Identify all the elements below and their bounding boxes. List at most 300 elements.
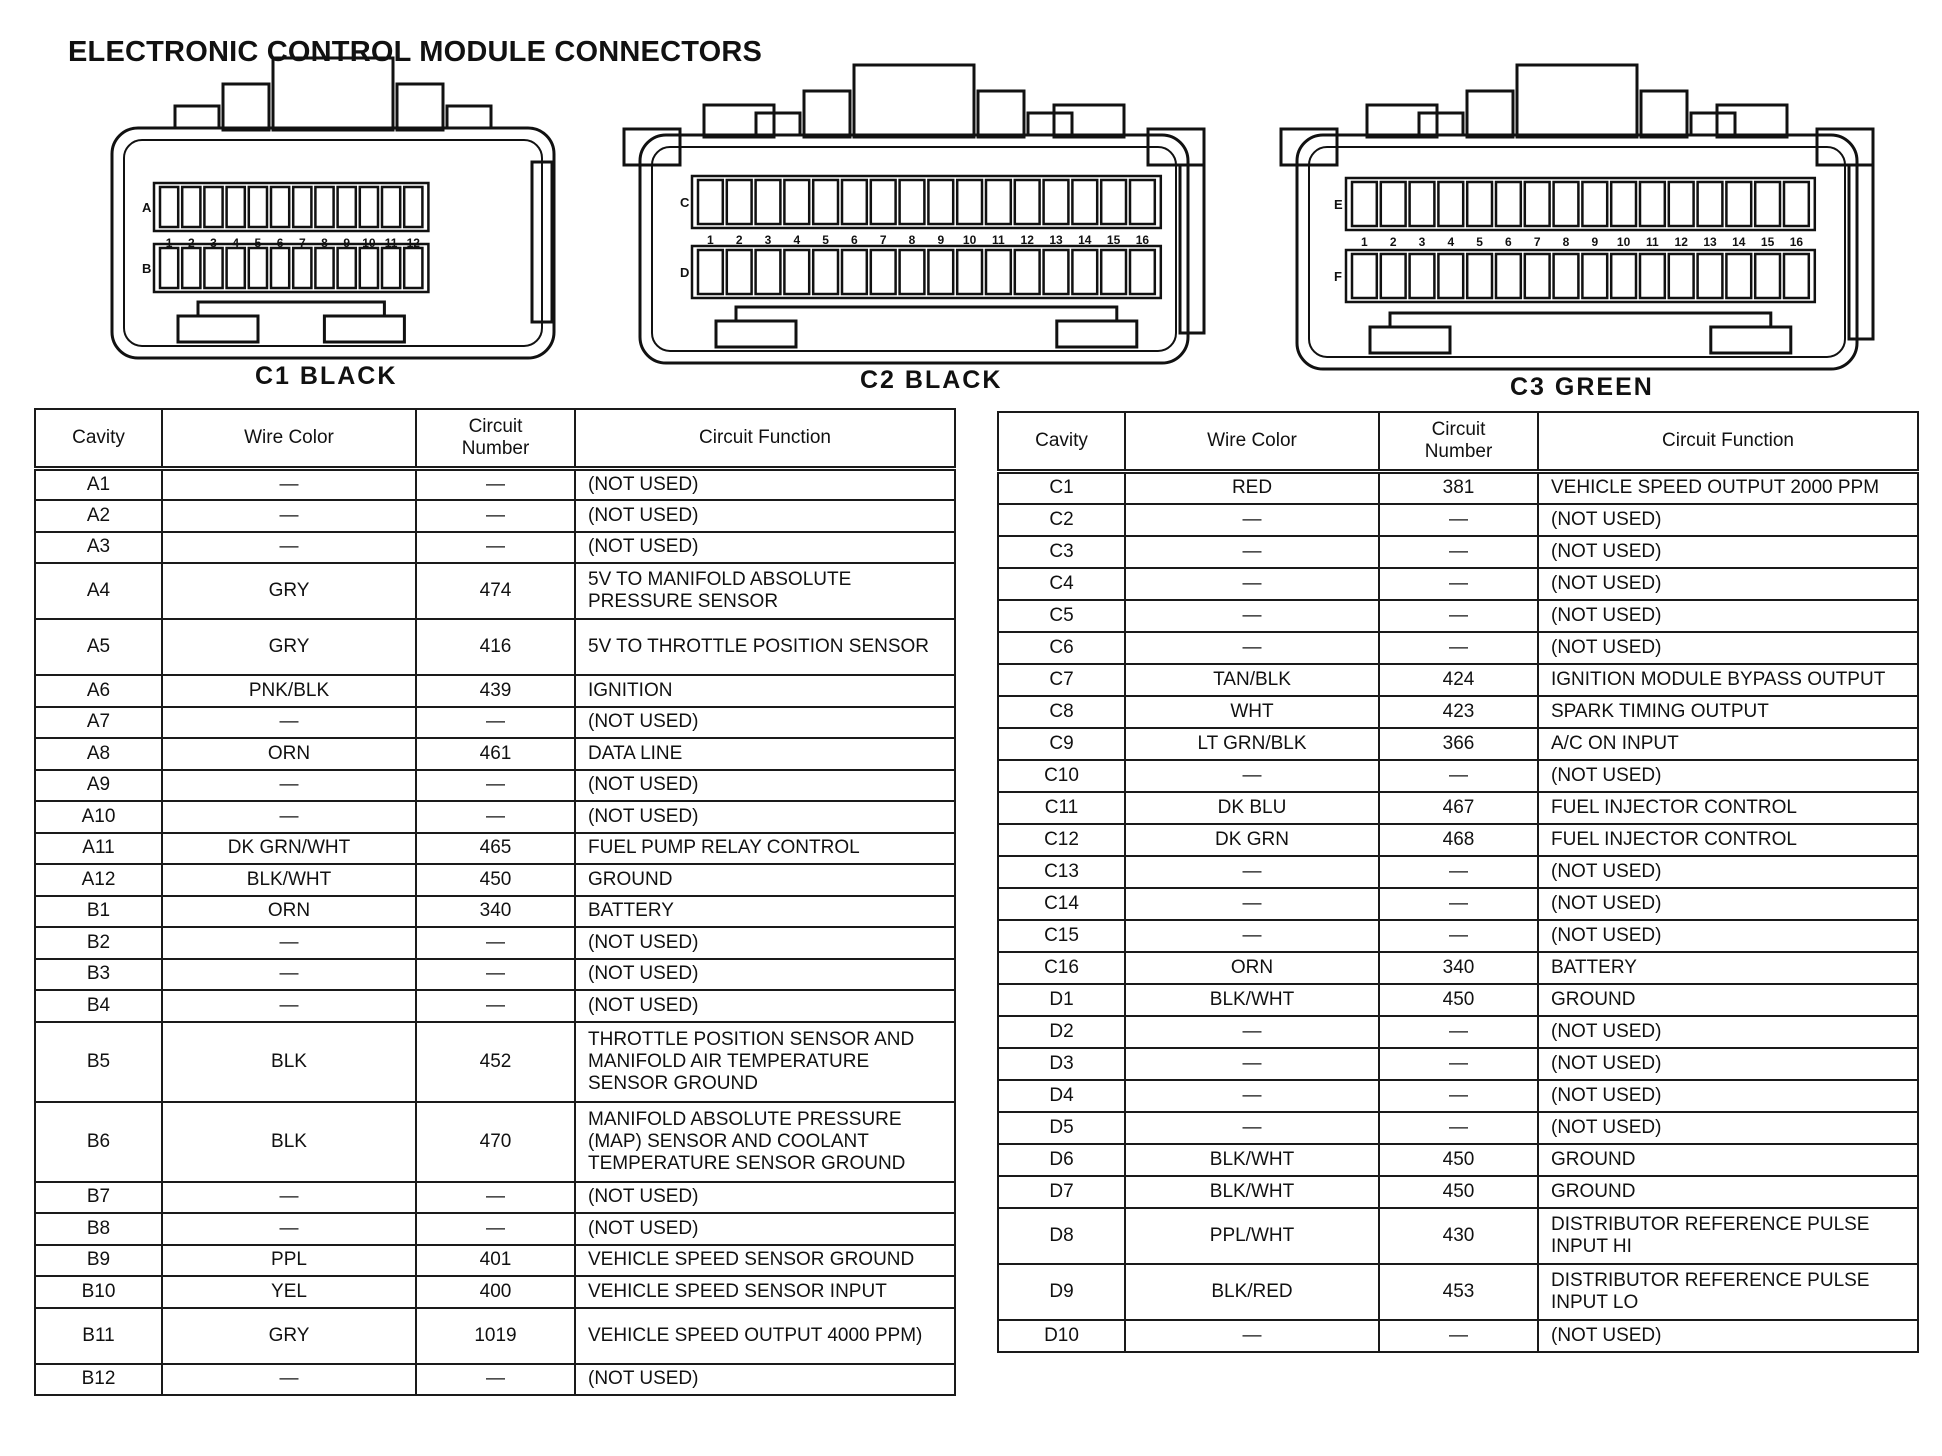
connector-c2 xyxy=(624,65,1204,363)
pin-cavity xyxy=(1554,254,1579,298)
cavity-cell: C9 xyxy=(998,728,1125,760)
row-letter: E xyxy=(1334,197,1343,212)
latch-teeth-right xyxy=(1691,113,1735,135)
cavity-cell: B6 xyxy=(35,1102,162,1182)
circuit-function-cell: GROUND xyxy=(1538,1176,1918,1208)
table-row xyxy=(35,896,955,928)
cavity-cell: D7 xyxy=(998,1176,1125,1208)
wire-color-cell: — xyxy=(1125,1048,1379,1080)
table-row xyxy=(998,472,1918,504)
pin-cavity xyxy=(871,180,896,224)
wire-color-cell: ORN xyxy=(1125,952,1379,984)
circuit-number-cell: 340 xyxy=(1379,952,1538,984)
circuit-function-cell: THROTTLE POSITION SENSOR AND MANIFOLD AIR TEMPERATURE SENSOR GROUND xyxy=(575,1022,955,1102)
circuit-number-cell: — xyxy=(1379,1016,1538,1048)
wire-color-cell: TAN/BLK xyxy=(1125,664,1379,696)
left-table-header xyxy=(35,409,955,469)
circuit-number-cell: — xyxy=(416,1213,575,1245)
pin-cavity xyxy=(1611,254,1636,298)
cavity-cell: B8 xyxy=(35,1213,162,1245)
pin-cavity xyxy=(182,248,200,288)
wire-color-cell: — xyxy=(1125,600,1379,632)
cavity-cell: A5 xyxy=(35,619,162,675)
circuit-number-cell: — xyxy=(416,770,575,802)
pin-number: 5 xyxy=(822,233,829,247)
pin-cavity xyxy=(1698,254,1723,298)
pin-cavity xyxy=(160,248,178,288)
pin-cavity xyxy=(1467,182,1492,226)
connector-c3-label: C3 GREEN xyxy=(1510,373,1654,401)
pin-cavity xyxy=(271,187,289,227)
table-row xyxy=(998,1320,1918,1352)
circuit-function-cell: MANIFOLD ABSOLUTE PRESSURE (MAP) SENSOR AND COOLANT TEMPERATURE SENSOR GROUND xyxy=(575,1102,955,1182)
wire-color-cell: WHT xyxy=(1125,696,1379,728)
pin-cavity xyxy=(360,187,378,227)
wire-color-cell: PPL/WHT xyxy=(1125,1208,1379,1264)
pin-number: 2 xyxy=(735,233,743,247)
circuit-number-cell: — xyxy=(416,707,575,739)
circuit-function-cell: SPARK TIMING OUTPUT xyxy=(1538,696,1918,728)
wire-color-cell: — xyxy=(1125,760,1379,792)
circuit-number-cell: — xyxy=(1379,632,1538,664)
header-circuit-number: Circuit Number xyxy=(1379,412,1538,472)
cavity-cell: C1 xyxy=(998,472,1125,504)
pin-cavity xyxy=(1669,254,1694,298)
header-cavity: Cavity xyxy=(35,409,162,469)
pin-number: 9 xyxy=(1591,235,1599,249)
circuit-function-cell: VEHICLE SPEED SENSOR INPUT xyxy=(575,1276,955,1308)
pin-cavity xyxy=(727,180,752,224)
pin-cavity xyxy=(1101,180,1126,224)
circuit-number-cell: — xyxy=(1379,536,1538,568)
table-row xyxy=(998,760,1918,792)
circuit-function-cell: FUEL INJECTOR CONTROL xyxy=(1538,792,1918,824)
pin-row-frame xyxy=(1346,250,1815,302)
pin-number: 3 xyxy=(1418,235,1426,249)
row-letter: B xyxy=(142,261,152,276)
pin-cavity xyxy=(1467,254,1492,298)
pin-cavity xyxy=(382,248,400,288)
wire-color-cell: — xyxy=(1125,1320,1379,1352)
table-row xyxy=(35,1245,955,1277)
pin-number: 14 xyxy=(1078,233,1092,247)
circuit-function-cell: (NOT USED) xyxy=(1538,888,1918,920)
row-letter: A xyxy=(142,200,152,215)
pin-cavity xyxy=(871,250,896,294)
table-row xyxy=(998,1048,1918,1080)
circuit-number-cell: — xyxy=(416,532,575,564)
pin-number: 6 xyxy=(851,233,858,247)
pin-number: 1 xyxy=(165,236,173,250)
wire-color-cell: — xyxy=(162,990,416,1022)
pin-row-frame xyxy=(154,244,428,292)
pin-cavity xyxy=(182,187,200,227)
wire-color-cell: — xyxy=(1125,504,1379,536)
cavity-cell: C5 xyxy=(998,600,1125,632)
circuit-function-cell: (NOT USED) xyxy=(575,532,955,564)
pin-cavity xyxy=(249,187,267,227)
cavity-cell: C4 xyxy=(998,568,1125,600)
pin-cavity xyxy=(1669,182,1694,226)
table-row xyxy=(998,600,1918,632)
pin-number: 14 xyxy=(1732,235,1746,249)
pin-cavity xyxy=(382,187,400,227)
bottom-clip-left xyxy=(716,321,796,347)
pin-cavity xyxy=(360,248,378,288)
table-row xyxy=(998,1016,1918,1048)
pin-cavity xyxy=(986,180,1011,224)
pin-cavity xyxy=(842,180,867,224)
wire-color-cell: GRY xyxy=(162,563,416,619)
table-row xyxy=(998,1176,1918,1208)
circuit-number-cell: 340 xyxy=(416,896,575,928)
cavity-cell: B11 xyxy=(35,1308,162,1364)
side-rail xyxy=(1180,165,1204,333)
pin-number: 8 xyxy=(908,233,916,247)
pin-cavity xyxy=(1101,250,1126,294)
top-tab-left xyxy=(1367,105,1437,137)
cavity-cell: D8 xyxy=(998,1208,1125,1264)
latch-teeth-left xyxy=(756,113,800,135)
pin-cavity xyxy=(900,250,925,294)
wire-color-cell: — xyxy=(1125,1016,1379,1048)
latch-left xyxy=(804,91,850,137)
wire-color-cell: — xyxy=(1125,568,1379,600)
cavity-cell: B3 xyxy=(35,959,162,991)
circuit-number-cell: — xyxy=(1379,1112,1538,1144)
pin-number: 10 xyxy=(1616,235,1631,249)
wire-color-cell: — xyxy=(162,959,416,991)
wire-color-cell: — xyxy=(1125,632,1379,664)
header-cavity: Cavity xyxy=(998,412,1125,472)
pin-cavity xyxy=(1072,180,1097,224)
pin-number: 11 xyxy=(1646,235,1659,249)
wire-color-cell: PPL xyxy=(162,1245,416,1277)
wire-color-cell: PNK/BLK xyxy=(162,675,416,707)
cavity-cell: C13 xyxy=(998,856,1125,888)
pin-number: 12 xyxy=(1020,233,1034,247)
circuit-number-cell: — xyxy=(1379,888,1538,920)
bottom-clip-right xyxy=(1057,321,1137,347)
connector-c1-label: C1 BLACK xyxy=(255,362,398,390)
circuit-function-cell: 5V TO THROTTLE POSITION SENSOR xyxy=(575,619,955,675)
pin-number: 12 xyxy=(1674,235,1688,249)
circuit-number-cell: — xyxy=(416,500,575,532)
page-title: ELECTRONIC CONTROL MODULE CONNECTORS xyxy=(68,36,763,68)
circuit-number-cell: — xyxy=(1379,1080,1538,1112)
circuit-function-cell: IGNITION MODULE BYPASS OUTPUT xyxy=(1538,664,1918,696)
circuit-function-cell: GROUND xyxy=(575,864,955,896)
cavity-cell: A1 xyxy=(35,469,162,501)
circuit-number-cell: 452 xyxy=(416,1022,575,1102)
pin-number: 6 xyxy=(276,236,284,250)
pin-number: 8 xyxy=(321,236,328,250)
circuit-number-cell: 416 xyxy=(416,619,575,675)
circuit-number-cell: 439 xyxy=(416,675,575,707)
pin-number: 15 xyxy=(1760,235,1775,249)
pin-cavity xyxy=(928,250,953,294)
circuit-function-cell: VEHICLE SPEED SENSOR GROUND xyxy=(575,1245,955,1277)
pin-cavity xyxy=(756,180,781,224)
pin-cavity xyxy=(1381,182,1406,226)
cavity-cell: A10 xyxy=(35,801,162,833)
wire-color-cell: — xyxy=(162,1182,416,1214)
circuit-function-cell: (NOT USED) xyxy=(1538,568,1918,600)
cavity-cell: D2 xyxy=(998,1016,1125,1048)
pin-number: 3 xyxy=(764,233,772,247)
table-row xyxy=(35,1276,955,1308)
pin-cavity xyxy=(315,187,333,227)
circuit-function-cell: (NOT USED) xyxy=(575,707,955,739)
circuit-function-cell: (NOT USED) xyxy=(575,927,955,959)
wire-color-cell: — xyxy=(162,1213,416,1245)
circuit-number-cell: 424 xyxy=(1379,664,1538,696)
table-row xyxy=(35,1182,955,1214)
cavity-cell: C14 xyxy=(998,888,1125,920)
pin-number: 7 xyxy=(879,233,887,247)
circuit-function-cell: (NOT USED) xyxy=(575,1364,955,1396)
pin-cavity xyxy=(293,187,311,227)
pin-number: 13 xyxy=(1049,233,1063,247)
cavity-cell: B1 xyxy=(35,896,162,928)
table-row xyxy=(35,864,955,896)
circuit-function-cell: (NOT USED) xyxy=(575,469,955,501)
circuit-number-cell: — xyxy=(1379,856,1538,888)
wire-color-cell: GRY xyxy=(162,1308,416,1364)
pin-cavity xyxy=(160,187,178,227)
wire-color-cell: — xyxy=(162,532,416,564)
latch-teeth-right xyxy=(447,106,491,128)
cavity-cell: C6 xyxy=(998,632,1125,664)
table-row xyxy=(35,619,955,675)
pin-cavity xyxy=(1726,182,1751,226)
circuit-number-cell: 1019 xyxy=(416,1308,575,1364)
pin-cavity xyxy=(957,180,982,224)
header-circuit-function: Circuit Function xyxy=(575,409,955,469)
pin-row-frame xyxy=(692,246,1161,298)
latch-teeth-right xyxy=(1028,113,1072,135)
cavity-cell: C8 xyxy=(998,696,1125,728)
table-row xyxy=(35,801,955,833)
table-row xyxy=(35,770,955,802)
wire-color-cell: — xyxy=(162,801,416,833)
cavity-cell: B2 xyxy=(35,927,162,959)
connector-shell xyxy=(1297,135,1857,369)
table-row xyxy=(998,696,1918,728)
pin-number: 15 xyxy=(1106,233,1121,247)
circuit-function-cell: (NOT USED) xyxy=(575,1182,955,1214)
row-letter: F xyxy=(1334,269,1342,284)
circuit-function-cell: (NOT USED) xyxy=(1538,504,1918,536)
pin-number: 3 xyxy=(210,236,217,250)
pin-cavity xyxy=(204,248,222,288)
wire-color-cell: YEL xyxy=(162,1276,416,1308)
circuit-function-cell: VEHICLE SPEED OUTPUT 4000 PPM) xyxy=(575,1308,955,1364)
table-row xyxy=(998,568,1918,600)
circuit-number-cell: 381 xyxy=(1379,472,1538,504)
cavity-cell: B10 xyxy=(35,1276,162,1308)
cavity-cell: D9 xyxy=(998,1264,1125,1320)
cavity-cell: D10 xyxy=(998,1320,1125,1352)
latch-left xyxy=(1467,91,1513,137)
pin-number: 16 xyxy=(1135,233,1150,247)
circuit-number-cell: 450 xyxy=(1379,1144,1538,1176)
table-row xyxy=(998,1112,1918,1144)
cavity-cell: C11 xyxy=(998,792,1125,824)
circuit-function-cell: DATA LINE xyxy=(575,738,955,770)
pin-cavity xyxy=(698,180,723,224)
pin-cavity xyxy=(1015,250,1040,294)
cavity-cell: B7 xyxy=(35,1182,162,1214)
pin-cavity xyxy=(1496,254,1521,298)
pin-cavity xyxy=(813,180,838,224)
circuit-number-cell: 468 xyxy=(1379,824,1538,856)
circuit-function-cell: (NOT USED) xyxy=(1538,1112,1918,1144)
pin-number: 4 xyxy=(232,236,240,250)
table-row xyxy=(998,792,1918,824)
pin-cavity xyxy=(1640,182,1665,226)
header-circuit-function: Circuit Function xyxy=(1538,412,1918,472)
pin-cavity xyxy=(1582,254,1607,298)
table-row xyxy=(35,469,955,501)
table-row xyxy=(998,920,1918,952)
circuit-number-cell: 400 xyxy=(416,1276,575,1308)
circuit-function-cell: IGNITION xyxy=(575,675,955,707)
pin-number: 16 xyxy=(1789,235,1804,249)
pin-cavity xyxy=(227,187,245,227)
pin-cavity xyxy=(756,250,781,294)
cavity-cell: D6 xyxy=(998,1144,1125,1176)
latch-tower xyxy=(273,58,393,130)
pin-cavity xyxy=(1072,250,1097,294)
circuit-number-cell: 430 xyxy=(1379,1208,1538,1264)
cavity-cell: C10 xyxy=(998,760,1125,792)
pin-cavity xyxy=(1525,254,1550,298)
circuit-number-cell: — xyxy=(1379,568,1538,600)
cavity-cell: C16 xyxy=(998,952,1125,984)
pin-cavity xyxy=(1044,180,1069,224)
circuit-function-cell: (NOT USED) xyxy=(1538,632,1918,664)
table-row xyxy=(998,632,1918,664)
bottom-clip-left xyxy=(1370,327,1450,353)
circuit-function-cell: (NOT USED) xyxy=(575,959,955,991)
latch-teeth-left xyxy=(175,106,219,128)
cavity-cell: B4 xyxy=(35,990,162,1022)
wire-color-cell: BLK xyxy=(162,1102,416,1182)
circuit-number-cell: — xyxy=(1379,1320,1538,1352)
circuit-number-cell: 450 xyxy=(1379,1176,1538,1208)
table-row xyxy=(35,1364,955,1396)
pin-cavity xyxy=(784,250,809,294)
circuit-function-cell: (NOT USED) xyxy=(1538,536,1918,568)
table-row xyxy=(998,536,1918,568)
pin-cavity xyxy=(1582,182,1607,226)
bottom-clip-right xyxy=(324,316,404,342)
pin-cavity xyxy=(315,248,333,288)
table-row xyxy=(998,1264,1918,1320)
pin-number: 5 xyxy=(1476,235,1483,249)
circuit-number-cell: — xyxy=(1379,920,1538,952)
circuit-number-cell: — xyxy=(416,990,575,1022)
pin-cavity xyxy=(249,248,267,288)
cavity-cell: A8 xyxy=(35,738,162,770)
bottom-clip-left xyxy=(178,316,258,342)
cavity-cell: A7 xyxy=(35,707,162,739)
circuit-function-cell: A/C ON INPUT xyxy=(1538,728,1918,760)
pin-cavity xyxy=(404,187,422,227)
wire-color-cell: BLK/WHT xyxy=(1125,1176,1379,1208)
pin-row-frame xyxy=(1346,178,1815,230)
wire-color-cell: — xyxy=(162,770,416,802)
circuit-function-cell: (NOT USED) xyxy=(1538,1048,1918,1080)
cavity-cell: D4 xyxy=(998,1080,1125,1112)
table-row xyxy=(998,824,1918,856)
circuit-function-cell: (NOT USED) xyxy=(575,801,955,833)
wire-color-cell: — xyxy=(162,707,416,739)
pin-row-frame xyxy=(154,183,428,231)
pin-cavity xyxy=(727,250,752,294)
cavity-cell: C15 xyxy=(998,920,1125,952)
circuit-function-cell: (NOT USED) xyxy=(575,770,955,802)
cavity-cell: D1 xyxy=(998,984,1125,1016)
wire-color-cell: — xyxy=(1125,536,1379,568)
wire-color-cell: — xyxy=(162,927,416,959)
pin-cavity xyxy=(1044,250,1069,294)
lock-bar xyxy=(198,302,384,316)
pin-number: 4 xyxy=(793,233,801,247)
table-row xyxy=(35,959,955,991)
circuit-function-cell: (NOT USED) xyxy=(575,1213,955,1245)
pin-cavity xyxy=(784,180,809,224)
pin-cavity xyxy=(928,180,953,224)
pin-cavity xyxy=(1130,250,1155,294)
pin-cavity xyxy=(957,250,982,294)
cavity-cell: D5 xyxy=(998,1112,1125,1144)
table-row xyxy=(998,728,1918,760)
table-row xyxy=(35,532,955,564)
circuit-number-cell: 470 xyxy=(416,1102,575,1182)
pin-cavity xyxy=(1438,182,1463,226)
pin-number: 6 xyxy=(1505,235,1512,249)
table-row xyxy=(35,1022,955,1102)
circuit-number-cell: 366 xyxy=(1379,728,1538,760)
table-row xyxy=(998,984,1918,1016)
table-row xyxy=(35,675,955,707)
lock-bar xyxy=(1390,313,1771,327)
connector-c3 xyxy=(1281,65,1873,369)
circuit-number-cell: — xyxy=(416,1182,575,1214)
latch-tower xyxy=(1517,65,1637,137)
connector-diagrams xyxy=(0,0,1942,400)
circuit-number-cell: — xyxy=(416,469,575,501)
pin-number: 9 xyxy=(937,233,945,247)
pin-number: 5 xyxy=(254,236,262,250)
pin-cavity xyxy=(227,248,245,288)
pin-cavity xyxy=(900,180,925,224)
pin-cavity xyxy=(293,248,311,288)
pin-cavity xyxy=(1496,182,1521,226)
pin-cavity xyxy=(1640,254,1665,298)
cavity-cell: A3 xyxy=(35,532,162,564)
row-letter: D xyxy=(680,265,690,280)
table-row xyxy=(998,952,1918,984)
circuit-function-cell: (NOT USED) xyxy=(1538,760,1918,792)
circuit-number-cell: 465 xyxy=(416,833,575,865)
pin-cavity xyxy=(1352,254,1377,298)
cavity-cell: A4 xyxy=(35,563,162,619)
latch-left xyxy=(223,84,269,130)
wire-color-cell: DK GRN xyxy=(1125,824,1379,856)
